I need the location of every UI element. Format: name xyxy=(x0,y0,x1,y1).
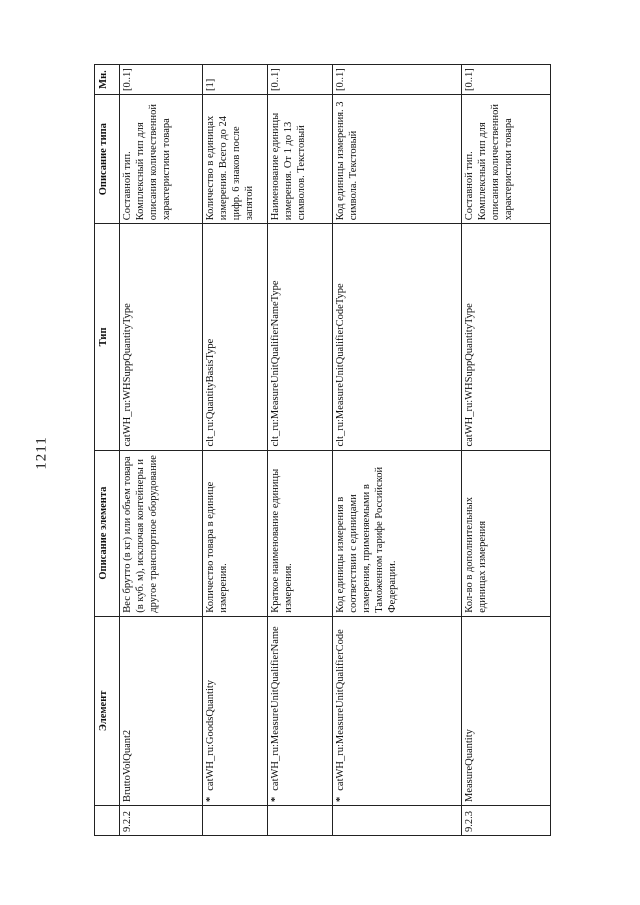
multiplicity: [1] xyxy=(203,65,268,95)
type-description: Составной тип. Комплексный тип для описания количественной характеристики товара xyxy=(120,95,203,224)
row-number xyxy=(203,806,268,836)
table-row xyxy=(268,65,333,836)
element-description: Краткое наименование единицы измерения. xyxy=(268,450,333,616)
required-marker: * xyxy=(205,796,216,802)
header-type: Тип xyxy=(95,224,120,450)
type-name: clt_ru:QuantityBasisType xyxy=(203,224,268,450)
type-description: Код единицы измерения. 3 символа. Текстовый xyxy=(333,95,462,224)
type-description: Количество в единицах измерения. Всего до 24 цифр. 6 знаков после запятой xyxy=(203,95,268,224)
row-number xyxy=(268,806,333,836)
table-row xyxy=(333,65,462,836)
element-description: Кол-во в дополнительных единицах измерения xyxy=(462,450,551,616)
spec-table xyxy=(94,64,551,836)
row-number: 9.2.3 xyxy=(462,806,551,836)
multiplicity: [0..1] xyxy=(462,65,551,95)
element-description: Количество товара в единице измерения. xyxy=(203,450,268,616)
required-marker: * xyxy=(270,796,281,802)
table-row xyxy=(462,65,551,836)
element-name: catWH_ru:MeasureUnitQualifierName xyxy=(270,626,281,791)
element-description: Вес брутто (в кг) или объем товара (в куб. м), исключая контейнеры и другое транспортное оборудование xyxy=(120,450,203,616)
header-num xyxy=(95,806,120,836)
rotated-table-wrapper xyxy=(94,64,538,836)
header-multiplicity: Мн. xyxy=(95,65,120,95)
required-marker: * xyxy=(335,796,346,802)
header-type-description: Описание типа xyxy=(95,95,120,224)
element-cell xyxy=(203,616,268,805)
element-description: Код единицы измерения в соответствии с единицами измерения, применяемыми в Таможенном тарифе Российской Федерации. xyxy=(333,450,462,616)
type-name: clt_ru:MeasureUnitQualifierNameType xyxy=(268,224,333,450)
table-header-row xyxy=(95,65,120,836)
type-name: catWH_ru:WHSuppQuantityType xyxy=(120,224,203,450)
type-name: catWH_ru:WHSuppQuantityType xyxy=(462,224,551,450)
table-row xyxy=(203,65,268,836)
multiplicity: [0..1] xyxy=(268,65,333,95)
header-element-description: Описание элемента xyxy=(95,450,120,616)
type-name: clt_ru:MeasureUnitQualifierCodeType xyxy=(333,224,462,450)
element-name: BruttoVolQuant2 xyxy=(120,616,203,805)
row-number xyxy=(333,806,462,836)
type-description: Наименование единицы измерения. От 1 до 13 символов. Текстовый xyxy=(268,95,333,224)
multiplicity: [0..1] xyxy=(120,65,203,95)
element-cell xyxy=(268,616,333,805)
element-cell xyxy=(333,616,462,805)
table-row xyxy=(120,65,203,836)
page-number: 1211 xyxy=(33,436,50,470)
element-name: catWH_ru:GoodsQuantity xyxy=(205,679,216,791)
element-name: catWH_ru:MeasureUnitQualifierCode xyxy=(335,629,346,791)
type-description: Составной тип. Комплексный тип для описания количественной характеристики товара xyxy=(462,95,551,224)
element-name: MeasureQuantity xyxy=(462,616,551,805)
header-element: Элемент xyxy=(95,616,120,805)
multiplicity: [0..1] xyxy=(333,65,462,95)
row-number: 9.2.2 xyxy=(120,806,203,836)
